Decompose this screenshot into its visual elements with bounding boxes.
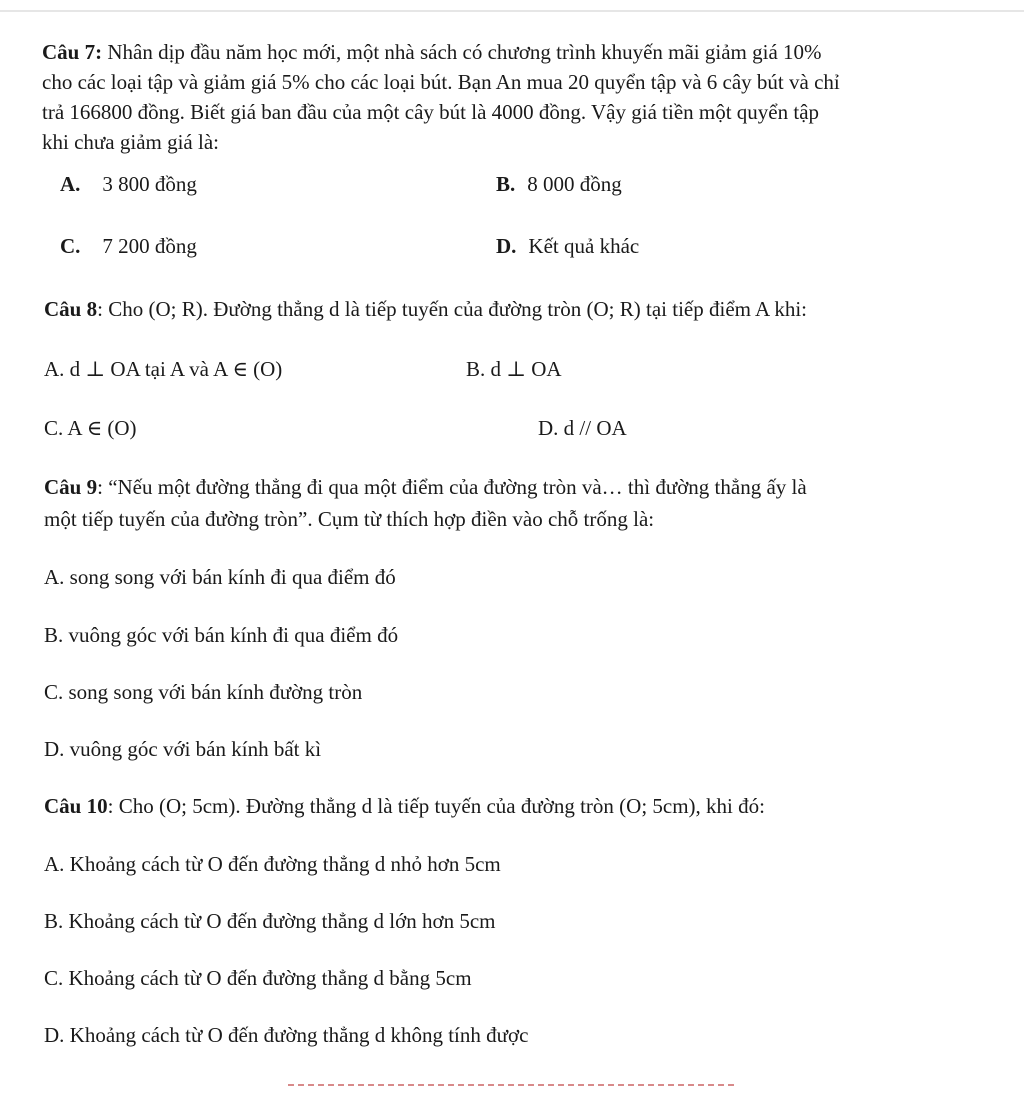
q8-option-a[interactable]: A. d ⊥ OA tại A và A ∈ (O) <box>44 357 283 381</box>
q7-option-a[interactable]: A. 3 800 đồng <box>60 172 197 196</box>
top-divider <box>0 10 1024 12</box>
q9-option-c[interactable]: C. song song với bán kính đường tròn <box>44 680 363 704</box>
q8-option-c[interactable]: C. A ∈ (O) <box>44 416 137 440</box>
q7-option-c[interactable]: C. 7 200 đồng <box>60 234 197 258</box>
q8-stem: Câu 8: Cho (O; R). Đường thẳng d là tiếp tuyến của đường tròn (O; R) tại tiếp điểm A khi: <box>44 297 807 321</box>
q10-option-b[interactable]: B. Khoảng cách từ O đến đường thẳng d lớn hơn 5cm <box>44 909 496 933</box>
q10-option-a[interactable]: A. Khoảng cách từ O đến đường thẳng d nhỏ hơn 5cm <box>44 852 501 876</box>
q10-option-d[interactable]: D. Khoảng cách từ O đến đường thẳng d không tính được <box>44 1023 529 1047</box>
q7-line-2: cho các loại tập và giảm giá 5% cho các loại bút. Bạn An mua 20 quyển tập và 6 cây bút và chỉ <box>42 70 840 94</box>
q7-line-4: khi chưa giảm giá là: <box>42 130 219 154</box>
q9-option-d[interactable]: D. vuông góc với bán kính bất kì <box>44 737 322 761</box>
q9-option-a[interactable]: A. song song với bán kính đi qua điểm đó <box>44 565 396 589</box>
q9-option-b[interactable]: B. vuông góc với bán kính đi qua điểm đó <box>44 623 399 647</box>
q7-option-b[interactable]: B. 8 000 đồng <box>496 172 622 196</box>
q8-option-d[interactable]: D. d // OA <box>538 416 627 440</box>
q7-option-d[interactable]: D. Kết quả khác <box>496 234 640 258</box>
q8-label: Câu 8 <box>44 297 98 321</box>
q7-line-1: Câu 7: Nhân dịp đầu năm học mới, một nhà sách có chương trình khuyến mãi giảm giá 10% <box>42 40 822 64</box>
q8-option-b[interactable]: B. d ⊥ OA <box>466 357 562 381</box>
q9-label: Câu 9 <box>44 475 98 499</box>
q10-stem: Câu 10: Cho (O; 5cm). Đường thẳng d là tiếp tuyến của đường tròn (O; 5cm), khi đó: <box>44 794 765 818</box>
q9-line-1: Câu 9: “Nếu một đường thẳng đi qua một điểm của đường tròn và… thì đường thẳng ấy là <box>44 475 807 499</box>
q7-line-3: trả 166800 đồng. Biết giá ban đầu của một cây bút là 4000 đồng. Vậy giá tiền một quyển tập <box>42 100 820 124</box>
q10-option-c[interactable]: C. Khoảng cách từ O đến đường thẳng d bằng 5cm <box>44 966 472 990</box>
q10-label: Câu 10 <box>44 794 108 818</box>
q7-label: Câu 7: <box>42 40 103 64</box>
q9-line-2: một tiếp tuyến của đường tròn”. Cụm từ thích hợp điền vào chỗ trống là: <box>44 507 655 531</box>
bottom-dashed-divider <box>288 1084 734 1086</box>
